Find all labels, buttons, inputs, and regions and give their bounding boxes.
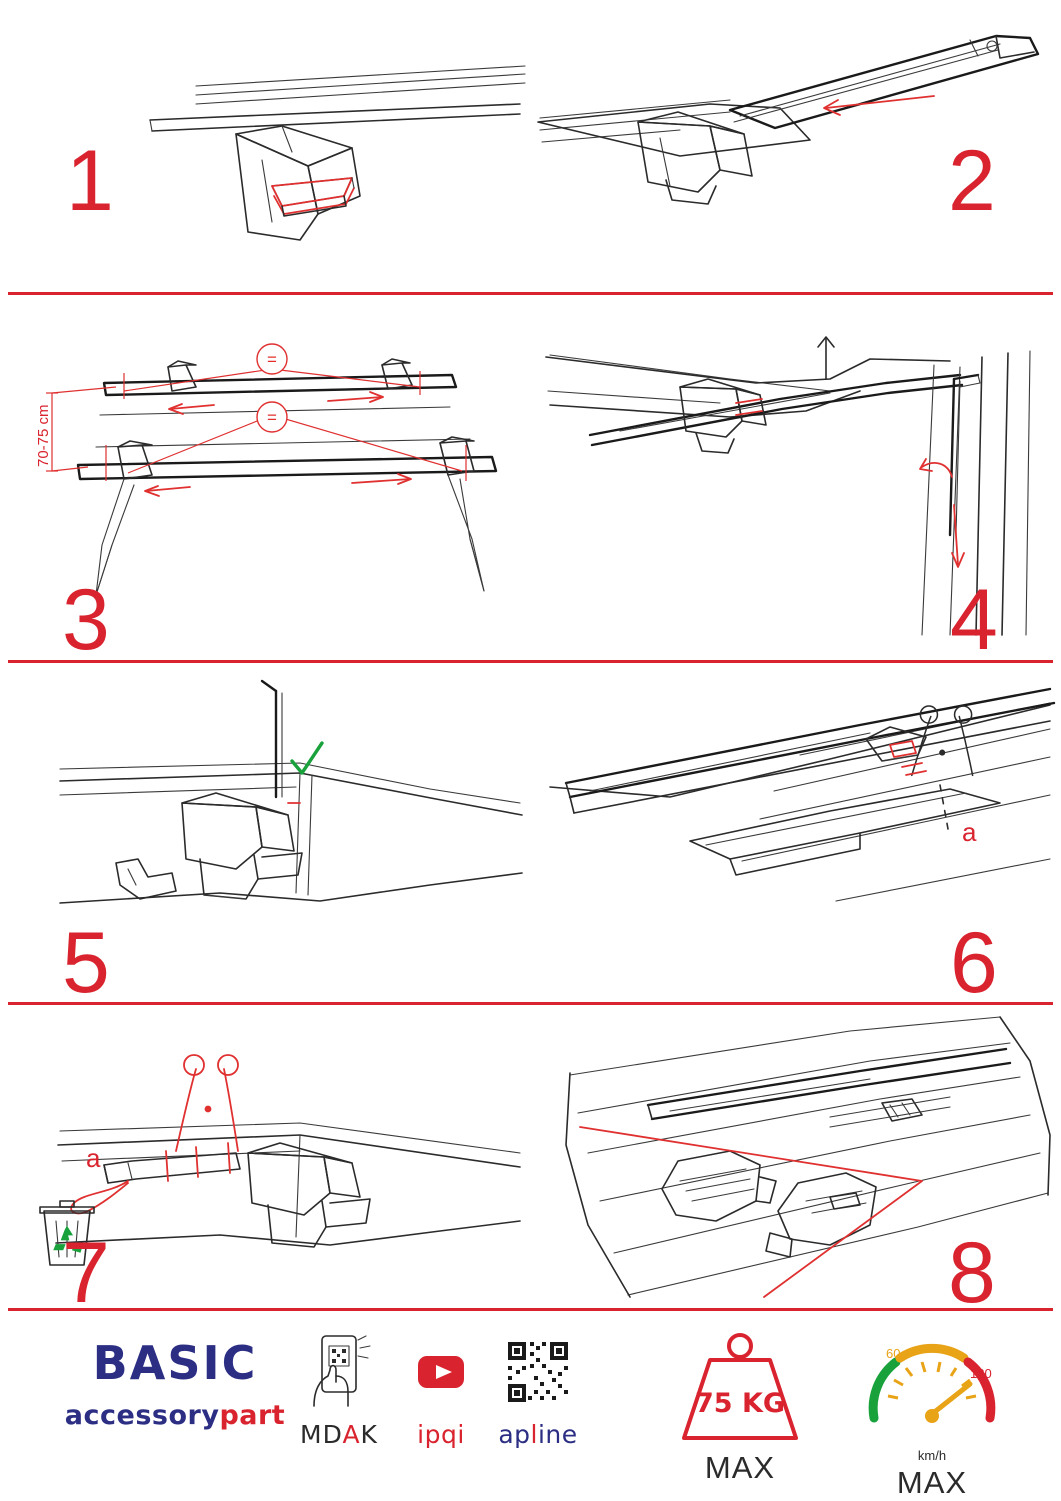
dimension-label-70-75cm: 70-75 cm — [35, 404, 52, 467]
label-a: a — [962, 817, 977, 847]
mdak-accent: A — [342, 1420, 361, 1449]
brand-basic-logo: BASIC — [92, 1336, 258, 1390]
apline-last: ine — [537, 1420, 578, 1449]
max-speed-indicator — [852, 1330, 1012, 1501]
speed-tick-60: 60 — [886, 1346, 901, 1361]
logo-mdak[interactable] — [296, 1334, 382, 1447]
max-speed-caption: MAX — [896, 1465, 968, 1500]
brand-accessory-text: accessory — [64, 1400, 220, 1431]
step-number-6: 6 — [950, 915, 996, 1011]
logo-youtube[interactable] — [398, 1334, 484, 1447]
step-number-2: 2 — [948, 133, 994, 229]
logo-caption-ipqi: ipqi — [417, 1420, 465, 1449]
brand-block — [60, 1336, 290, 1431]
svg-text:=: = — [267, 408, 277, 427]
divider-band-4 — [8, 1308, 1053, 1311]
footer-branding — [0, 1312, 1061, 1500]
svg-text:=: = — [267, 350, 277, 369]
max-load-caption: MAX — [704, 1450, 776, 1485]
step-number-5: 5 — [62, 915, 108, 1011]
brand-part-text: part — [219, 1400, 286, 1431]
logo-caption-apline — [478, 1422, 598, 1447]
brand-accessorypart — [60, 1402, 290, 1429]
speed-tick-120: 120 — [970, 1366, 992, 1381]
label-a: a — [86, 1143, 101, 1173]
step-number-3: 3 — [62, 572, 108, 668]
logo-apline[interactable] — [478, 1334, 598, 1447]
mdak-last: K — [360, 1420, 378, 1449]
speed-unit-label: km/h — [917, 1448, 947, 1463]
apline-first: ap — [498, 1420, 531, 1449]
step-number-4: 4 — [950, 572, 996, 668]
apline-accent: l — [530, 1420, 538, 1449]
max-load-indicator — [670, 1330, 810, 1486]
step-number-8: 8 — [948, 1225, 994, 1321]
step-number-1: 1 — [66, 133, 112, 229]
step-number-7: 7 — [62, 1225, 108, 1321]
max-load-value: 75 KG — [694, 1388, 786, 1419]
logo-caption-mdak — [296, 1422, 382, 1447]
mdak-first: MD — [300, 1420, 343, 1449]
